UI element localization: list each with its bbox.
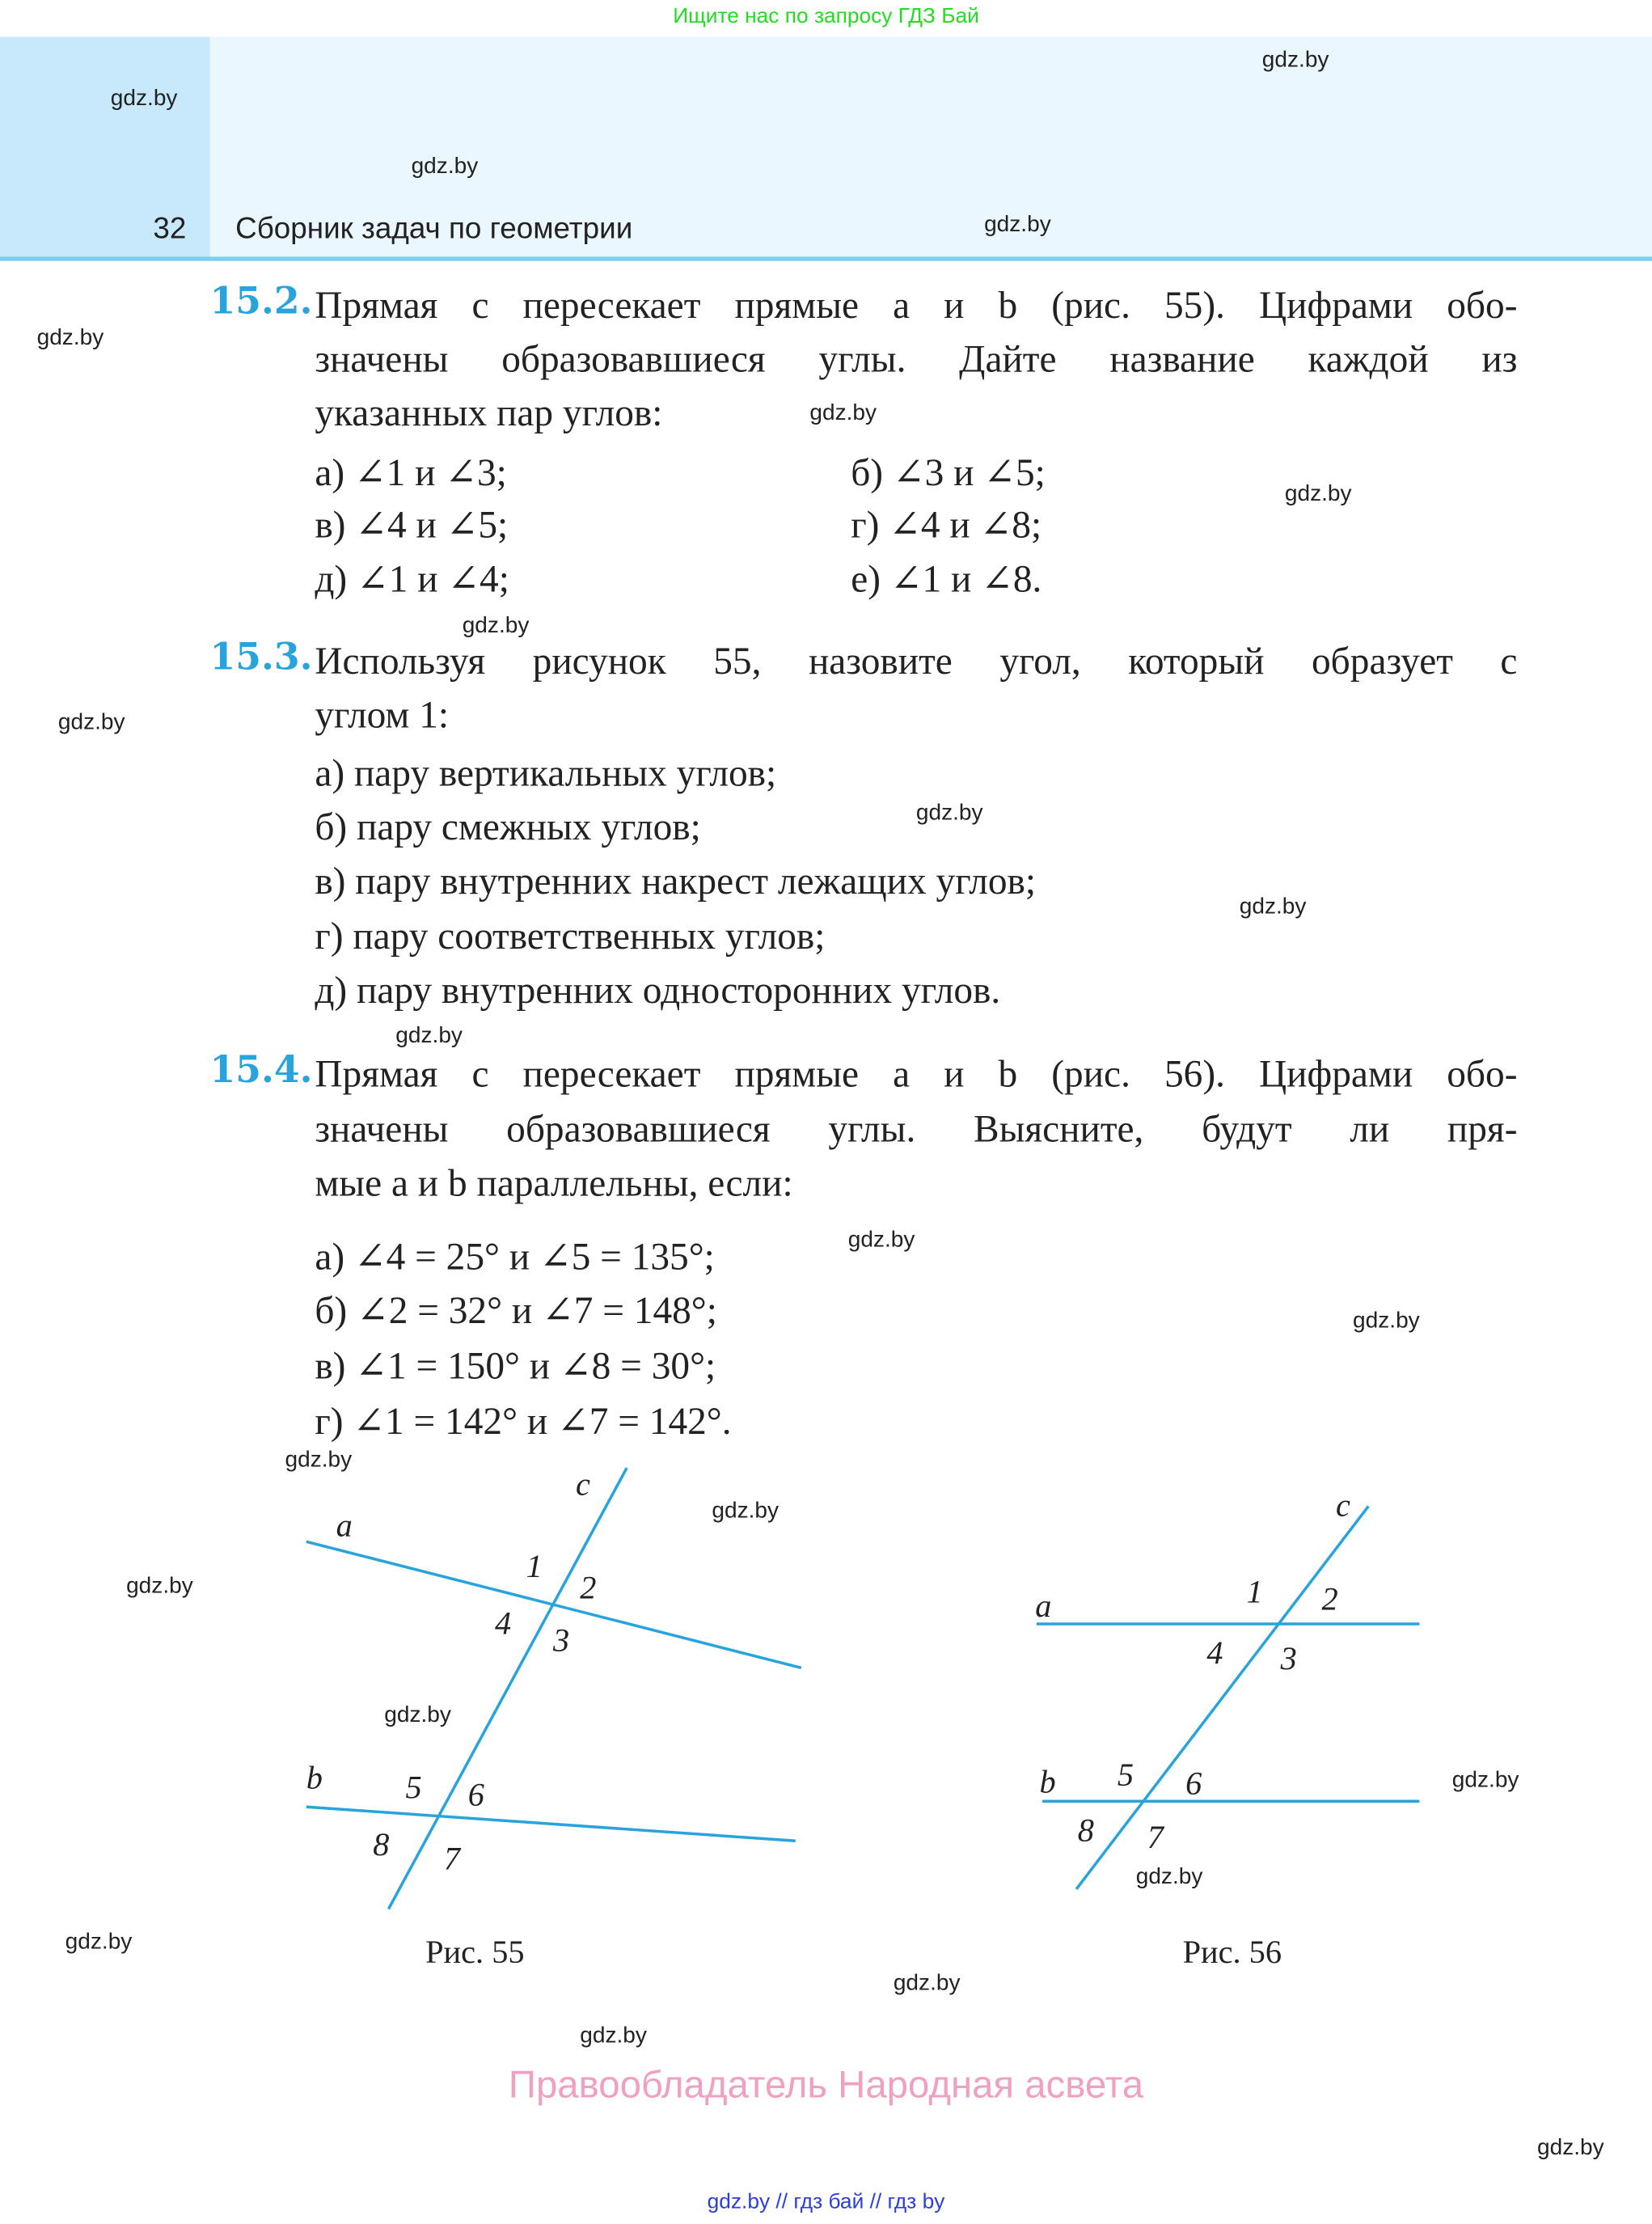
watermark: gdz.by [809, 401, 877, 426]
watermark: gdz.by [462, 614, 530, 639]
line-label-c: c [576, 1465, 590, 1503]
problem-text-line: указанных пар углов: [315, 391, 663, 434]
watermark: gdz.by [915, 801, 983, 826]
angle-label: 8 [1077, 1812, 1094, 1849]
angle-label: 7 [443, 1840, 461, 1877]
watermark: gdz.by [36, 326, 104, 351]
angle-label: 6 [1185, 1765, 1202, 1802]
angle-label: 5 [405, 1769, 422, 1806]
angle-label: 6 [467, 1776, 484, 1813]
problem-text-line: мые a и b параллельны, если: [315, 1161, 793, 1204]
line-label-a: a [336, 1507, 353, 1544]
problem-item: е) ∠1 и ∠8. [851, 557, 1042, 600]
search-banner[interactable]: Ищите нас по запросу ГДЗ Бай [673, 4, 979, 29]
angle-label: 4 [1206, 1634, 1223, 1672]
footer-links[interactable]: gdz.by // гдз бай // гдз by [707, 2189, 945, 2214]
watermark: gdz.by [57, 710, 125, 735]
angle-label: 8 [373, 1825, 390, 1862]
problem-item: а) пару вертикальных углов; [315, 751, 777, 795]
watermark: gdz.by [1451, 1768, 1519, 1793]
problem-item: г) ∠4 и ∠8; [851, 503, 1042, 547]
problem-text-line: значены образовавшиеся углы. Дайте название каждой из [315, 337, 1518, 380]
watermark: gdz.by [893, 1971, 961, 1996]
copyright-notice: Правообладатель Народная асвета [508, 2063, 1144, 2107]
watermark: gdz.by [984, 213, 1051, 237]
watermark: gdz.by [384, 1703, 451, 1728]
page-number: 32 [153, 213, 187, 246]
problem-item: д) ∠1 и ∠4; [315, 557, 509, 600]
problem-text-line: Прямая c пересекает прямые a и b (рис. 56). Цифрами обо- [315, 1052, 1518, 1095]
watermark: gdz.by [110, 86, 178, 111]
line-label-b: b [306, 1759, 323, 1796]
angle-label: 3 [552, 1621, 570, 1659]
line-label-c: c [1335, 1486, 1350, 1524]
problem-text-line: значены образовавшиеся углы. Выясните, будут ли пря- [315, 1107, 1518, 1151]
problem-item: б) ∠2 = 32° и ∠7 = 148°; [315, 1289, 717, 1332]
angle-label: 7 [1147, 1819, 1164, 1856]
watermark: gdz.by [411, 154, 479, 179]
watermark: gdz.by [126, 1574, 193, 1599]
problem-item: в) пару внутренних накрест лежащих углов; [315, 859, 1037, 903]
watermark: gdz.by [712, 1499, 780, 1524]
angle-label: 2 [580, 1569, 597, 1606]
problem-item: г) ∠1 = 142° и ∠7 = 142°. [315, 1399, 732, 1443]
angle-label: 1 [526, 1548, 543, 1585]
problem-item: в) ∠1 = 150° и ∠8 = 30°; [315, 1344, 716, 1388]
angle-label: 3 [1280, 1640, 1297, 1677]
problem-item: в) ∠4 и ∠5; [315, 503, 509, 547]
book-title: Сборник задач по геометрии [235, 213, 633, 246]
watermark: gdz.by [1135, 1865, 1203, 1889]
problem-item: д) пару внутренних односторонних углов. [315, 968, 1001, 1012]
problem-text-line: углом 1: [315, 693, 450, 737]
line-label-a: a [1035, 1588, 1052, 1625]
problem-item: б) пару смежных углов; [315, 805, 701, 848]
angle-label: 5 [1117, 1756, 1134, 1793]
problem-text-line: Прямая c пересекает прямые a и b (рис. 55). Цифрами обо- [315, 283, 1518, 327]
watermark: gdz.by [395, 1024, 463, 1048]
watermark: gdz.by [1537, 2136, 1604, 2160]
figure-caption: Рис. 56 [1182, 1934, 1282, 1970]
figure-caption: Рис. 55 [425, 1934, 525, 1970]
watermark: gdz.by [1261, 48, 1329, 73]
angle-label: 1 [1246, 1573, 1263, 1610]
watermark: gdz.by [285, 1448, 353, 1473]
watermark: gdz.by [1284, 482, 1352, 507]
problem-item: б) ∠3 и ∠5; [851, 450, 1046, 494]
problem-number: 15.4. [209, 1049, 313, 1093]
line-label-b: b [1039, 1763, 1056, 1800]
problem-number: 15.2. [209, 281, 313, 323]
problem-item: а) ∠1 и ∠3; [315, 450, 507, 494]
watermark: gdz.by [1239, 894, 1307, 920]
angle-label: 2 [1321, 1580, 1338, 1617]
watermark: gdz.by [65, 1930, 133, 1955]
problem-item: а) ∠4 = 25° и ∠5 = 135°; [315, 1235, 715, 1279]
problem-text-line: Используя рисунок 55, назовите угол, который образует с [315, 639, 1518, 683]
watermark: gdz.by [1353, 1309, 1420, 1334]
watermark: gdz.by [580, 2023, 647, 2049]
watermark: gdz.by [847, 1228, 915, 1253]
angle-label: 4 [495, 1605, 512, 1642]
problem-number: 15.3. [209, 636, 313, 680]
problem-item: г) пару соответственных углов; [315, 915, 826, 958]
